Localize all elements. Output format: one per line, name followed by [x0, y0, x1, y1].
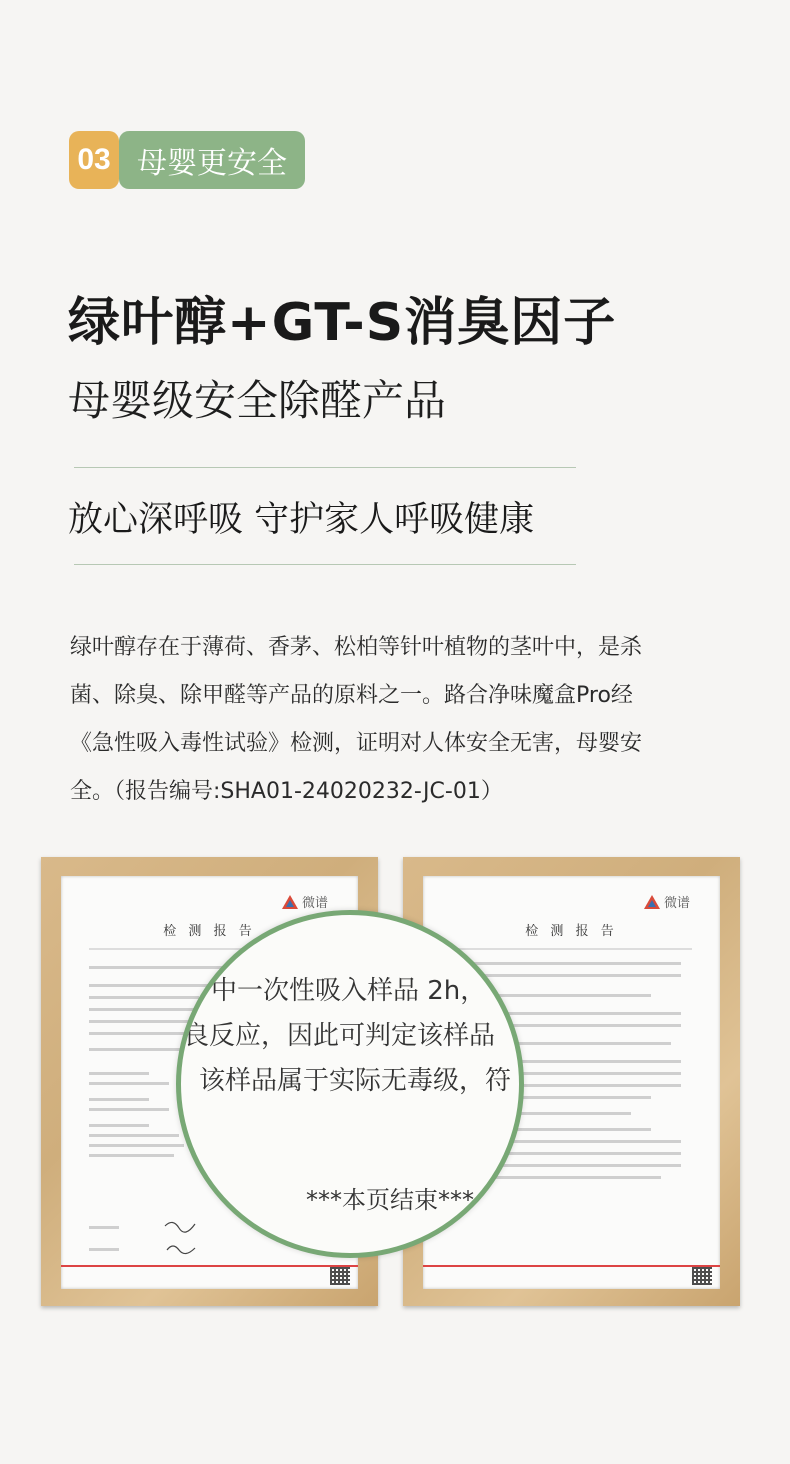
doc-text-row	[89, 1124, 149, 1127]
doc-text-row	[451, 962, 681, 965]
section-badge	[69, 131, 305, 189]
certificate-brand: 微谱	[663, 896, 690, 911]
doc-text-row	[89, 984, 209, 987]
description-line: 绿叶醇存在于薄荷、香茅、松柏等针叶植物的茎叶中，是杀	[70, 635, 643, 660]
certificate-title: 检 测 报 告	[525, 924, 618, 939]
divider-top	[74, 467, 576, 468]
brand-logo-icon	[282, 895, 298, 909]
magnified-text-line: 良反应，因此可判定该样品	[183, 1021, 496, 1051]
doc-text-row	[89, 1082, 169, 1085]
brand-logo-icon	[644, 895, 660, 909]
doc-footer	[61, 1265, 358, 1289]
doc-text-row	[89, 1226, 119, 1229]
magnifier-callout	[176, 910, 524, 1258]
doc-text-row	[89, 1108, 169, 1111]
description-line: 菌、除臭、除甲醛等产品的原料之一。路合净味魔盒Pro经	[70, 683, 633, 708]
doc-text-row	[89, 1134, 179, 1137]
magnified-text-line: 该样品属于实际无毒级，符	[199, 1066, 512, 1096]
magnified-end-note: ***本页结束***	[306, 1186, 474, 1214]
certificate-logo	[644, 892, 690, 911]
description-line: 全。（报告编号:SHA01-24020232-JC-01）	[70, 779, 503, 804]
doc-text-row	[89, 966, 229, 969]
section-number: 03	[69, 131, 119, 189]
doc-text-row	[89, 1020, 189, 1023]
magnified-text-line: 中一次性吸入样品 2h，	[211, 976, 487, 1006]
doc-text-row	[89, 1248, 119, 1251]
certificate-logo	[282, 892, 328, 911]
doc-text-row	[89, 1154, 174, 1157]
tagline: 放心深呼吸 守护家人呼吸健康	[68, 500, 535, 540]
doc-footer	[423, 1265, 720, 1289]
certificate-brand: 微谱	[301, 896, 328, 911]
description-line: 《急性吸入毒性试验》检测，证明对人体安全无害，母婴安	[70, 731, 643, 756]
section-label: 母婴更安全	[119, 131, 305, 189]
certificate-title: 检 测 报 告	[163, 924, 256, 939]
doc-text-row	[89, 996, 199, 999]
doc-text-row	[89, 1098, 149, 1101]
headline: 绿叶醇+GT-S消臭因子	[68, 293, 617, 353]
description	[70, 624, 725, 816]
doc-separator	[451, 948, 692, 950]
doc-text-row	[89, 1144, 184, 1147]
divider-bottom	[74, 564, 576, 565]
signature-icon	[161, 1214, 201, 1259]
doc-text-row	[89, 1072, 149, 1075]
subheadline: 母婴级安全除醛产品	[68, 376, 447, 425]
